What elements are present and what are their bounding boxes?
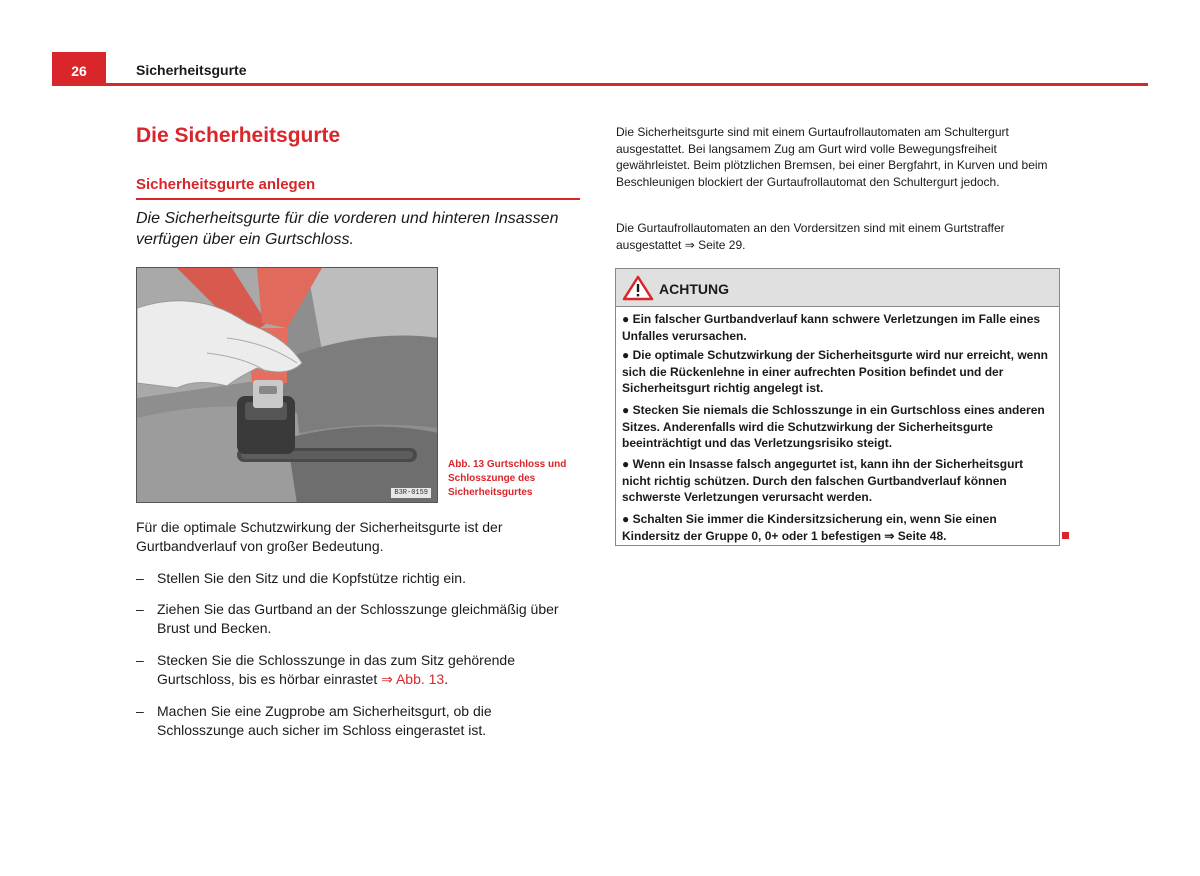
retractor-paragraph: Die Sicherheitsgurte sind mit einem Gurtaufrollautomaten am Schultergurt ausgestattet. Bei langsamem Zug am Gurt wird volle Bewegungsfreiheit gewährleistet. Beim plötzlichen Bremsen, bei einer Bergfahrt, in Kurven und beim Beschleunigen blockiert der Gurtaufrollautomat den Schultergurt jedoch.: [616, 125, 1048, 189]
seatbelt-illustration: [137, 268, 438, 503]
list-item: [136, 569, 576, 588]
pretensioner-paragraph: Die Gurtaufrollautomaten an den Vordersitzen sind mit einem Gurtstraffer ausgestattet ⇒ Seite 29.: [616, 221, 1005, 252]
list-dash: –: [136, 652, 144, 668]
warning-triangle-icon: [622, 275, 654, 301]
list-dash: –: [136, 570, 144, 586]
list-item: [136, 600, 576, 638]
warning-item: ● Schalten Sie immer die Kindersitzsicherung ein, wenn Sie einen Kindersitz der Gruppe 0, 0+ oder 1 befestigen ⇒ Seite 48.: [622, 512, 997, 543]
running-title: Sicherheitsgurte: [136, 62, 247, 78]
page-number: 26: [52, 52, 106, 86]
warning-item: ● Wenn ein Insasse falsch angegurtet ist, kann ihn der Sicherheitsgurt nicht richtig schützen. Durch den falschen Gurtbandverlauf können schwerste Verletzungen verursacht werden.: [622, 457, 1024, 504]
list-item-text: Machen Sie eine Zugprobe am Sicherheitsgurt, ob die Schlosszunge auch sicher im Schloss eingerastet ist.: [157, 703, 492, 738]
warning-header: [616, 269, 1059, 307]
warning-title: ACHTUNG: [659, 281, 729, 297]
list-dash: –: [136, 703, 144, 719]
body-paragraph: Für die optimale Schutzwirkung der Sicherheitsgurte ist der Gurtbandverlauf von großer Bedeutung.: [136, 519, 503, 554]
seatbelt-buckle-figure: [136, 267, 438, 503]
warning-item: ● Stecken Sie niemals die Schlosszunge in ein Gurtschloss eines anderen Sitzes. Anderenfalls wird die Schutzwirkung der Sicherheitsgurte beeinträchtigt und das Verletzungsrisiko steigt.: [622, 403, 1045, 450]
list-item-text-end: .: [444, 671, 449, 687]
list-item-text-main: Stecken Sie die Schlosszunge in das zum Sitz gehörende Gurtschloss, bis es hörbar einrastet: [157, 652, 515, 687]
figure-caption: Abb. 13 Gurtschloss und Schlosszunge des Sicherheitsgurtes: [448, 459, 567, 498]
end-of-section-mark: [1062, 532, 1069, 539]
subsection-title: Sicherheitsgurte anlegen: [136, 176, 580, 200]
warning-item: ● Die optimale Schutzwirkung der Sicherheitsgurte wird nur erreicht, wenn sich die Rückenlehne in einer aufrechten Position befindet und der Sicherheitsgurt richtig angelegt ist.: [622, 348, 1048, 395]
lead-paragraph: Die Sicherheitsgurte für die vorderen und hinteren Insassen verfügen über ein Gurtschloss.: [136, 210, 559, 248]
figure-reference-link[interactable]: ⇒ Abb. 13: [381, 671, 445, 687]
list-item-text: [136, 651, 576, 689]
warning-item: ● Ein falscher Gurtbandverlauf kann schwere Verletzungen im Falle eines Unfalles verursachen.: [622, 312, 1041, 343]
section-title: Die Sicherheitsgurte: [136, 124, 341, 147]
list-item-text: Stellen Sie den Sitz und die Kopfstütze richtig ein.: [157, 570, 466, 586]
figure-code: B3R-0159: [391, 488, 431, 498]
list-item: [136, 651, 576, 689]
warning-box: [615, 268, 1060, 546]
list-dash: –: [136, 601, 144, 617]
list-item-text: Ziehen Sie das Gurtband an der Schlosszunge gleichmäßig über Brust und Becken.: [157, 601, 559, 636]
list-item: [136, 702, 576, 740]
